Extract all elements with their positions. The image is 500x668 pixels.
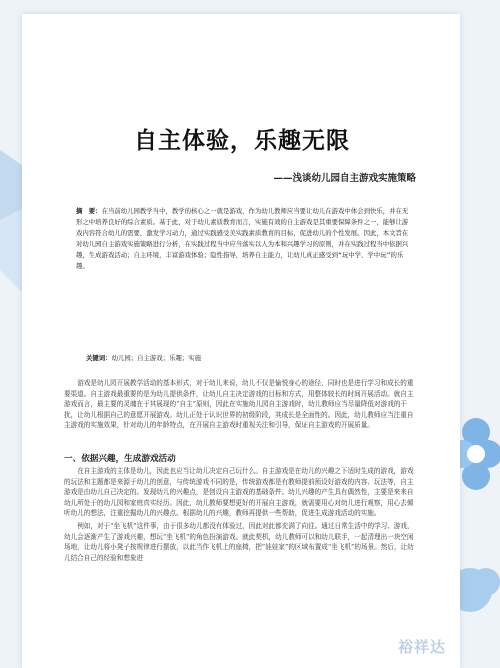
intro-paragraph: 游戏是幼儿园开展教学活动的基本形式，对于幼儿来说，幼儿不仅是愉悦身心的途径，同时也是进行学习和成长的重要渠道。自主游戏最重要的是为幼儿提供条件，让幼儿自主决定游戏的目标和方式，用整体较长的时间开展活动。就自主游戏而言，最主要的灵魂在于其展现的“自主”原则，因此在实施幼儿园自主游戏时，幼儿教师应当尽量降低对游戏的干扰，让幼儿根据自己的意愿开展游戏。幼儿正处于认识世界的初级阶段，其成长是全面性的。因此，幼儿教师应当注重自主游戏的实施效果，针对幼儿的年龄特点，在开展自主游戏时重视关注和引导，保证自主游戏的开展质量。 (64, 379, 414, 430)
abstract-label: 摘 要： (76, 207, 102, 215)
keywords-block (86, 353, 406, 362)
document-page (22, 14, 460, 668)
keywords-text: 幼儿园；自主游戏；乐趣；实施 (111, 354, 202, 362)
section-body (64, 466, 420, 563)
watermark-logo: 裕祥达 (398, 638, 447, 656)
keywords-label: 关键词： (86, 354, 112, 362)
section-heading: 一、依据兴趣，生成游戏活动 (64, 454, 176, 464)
section-paragraph-2: 例如，对于“坐飞机”这件事，由于很多幼儿都没有体验过，因此对此都充满了向往。通过日常生活中的学习、游戏，幼儿会逐渐产生了游戏兴趣，想玩“坐飞机”的角色扮演游戏。就此契机，幼儿教师可以和幼儿联手，一起清理出一块空闲场地，让幼儿将小凳子按规律进行摆放，以此当作飞机上的座椅，把“娃娃家”的区域布置成“坐飞机”的场景。然后，让幼儿结合自己的经验和想象进 (64, 521, 414, 562)
intro-section (64, 378, 420, 431)
article-title: 自主体验，乐趣无限 (134, 128, 350, 154)
section-paragraph-1: 在自主游戏的主体是幼儿，因此也应当让幼儿决定自己玩什么。自主游戏是在幼儿的兴趣之下适时生成的游戏，游戏的玩法和主题都是来源于幼儿的创意，与传统游戏不同的是，传统游戏都是有教师提前预设好游戏的内容、玩法等，自主游戏是由幼儿自己决定的。发现幼儿的兴趣点，是创设自主游戏的基础条件。幼儿兴趣的产生具有偶然性，主要是来来自幼儿所处于的幼儿园和家庭真实经历。因此，幼儿教师要想更好的开展自主游戏，就需要用心对幼儿进行观察，用心去倾听幼儿的想法，注重挖掘幼儿的兴趣点。根据幼儿的兴趣，教师再提供一些帮助，促进生成游戏活动的实施。 (64, 467, 414, 518)
article-subtitle: ——浅谈幼儿园自主游戏实施策略 (273, 173, 416, 184)
abstract-text: 在当前幼儿园教学当中，教学的核心之一就是游戏，作为幼儿教师应当要让幼儿在游戏中体会到快乐，并在无形之中培养良好的综合素质。基于此，对于幼儿素质教育而言，实施有效的自主游戏是其重要保障条件之一，能够让游戏内容符合幼儿的需要，激发学习动力，通过实践感受美实践素质教育的目标，促进幼儿的个性发展。因此，本文旨在对幼儿园自主游戏实施策略进行分析，在实践过程当中应当落实以人为本和兴趣学习的原则，并在实践过程当中依据兴趣，生成游戏活动；自主环境，丰富游戏体验；隐性指导，培养自主能力，让幼儿真正感受到“玩中学、学中玩”的乐趣。 (76, 207, 409, 270)
abstract-block (76, 206, 412, 272)
